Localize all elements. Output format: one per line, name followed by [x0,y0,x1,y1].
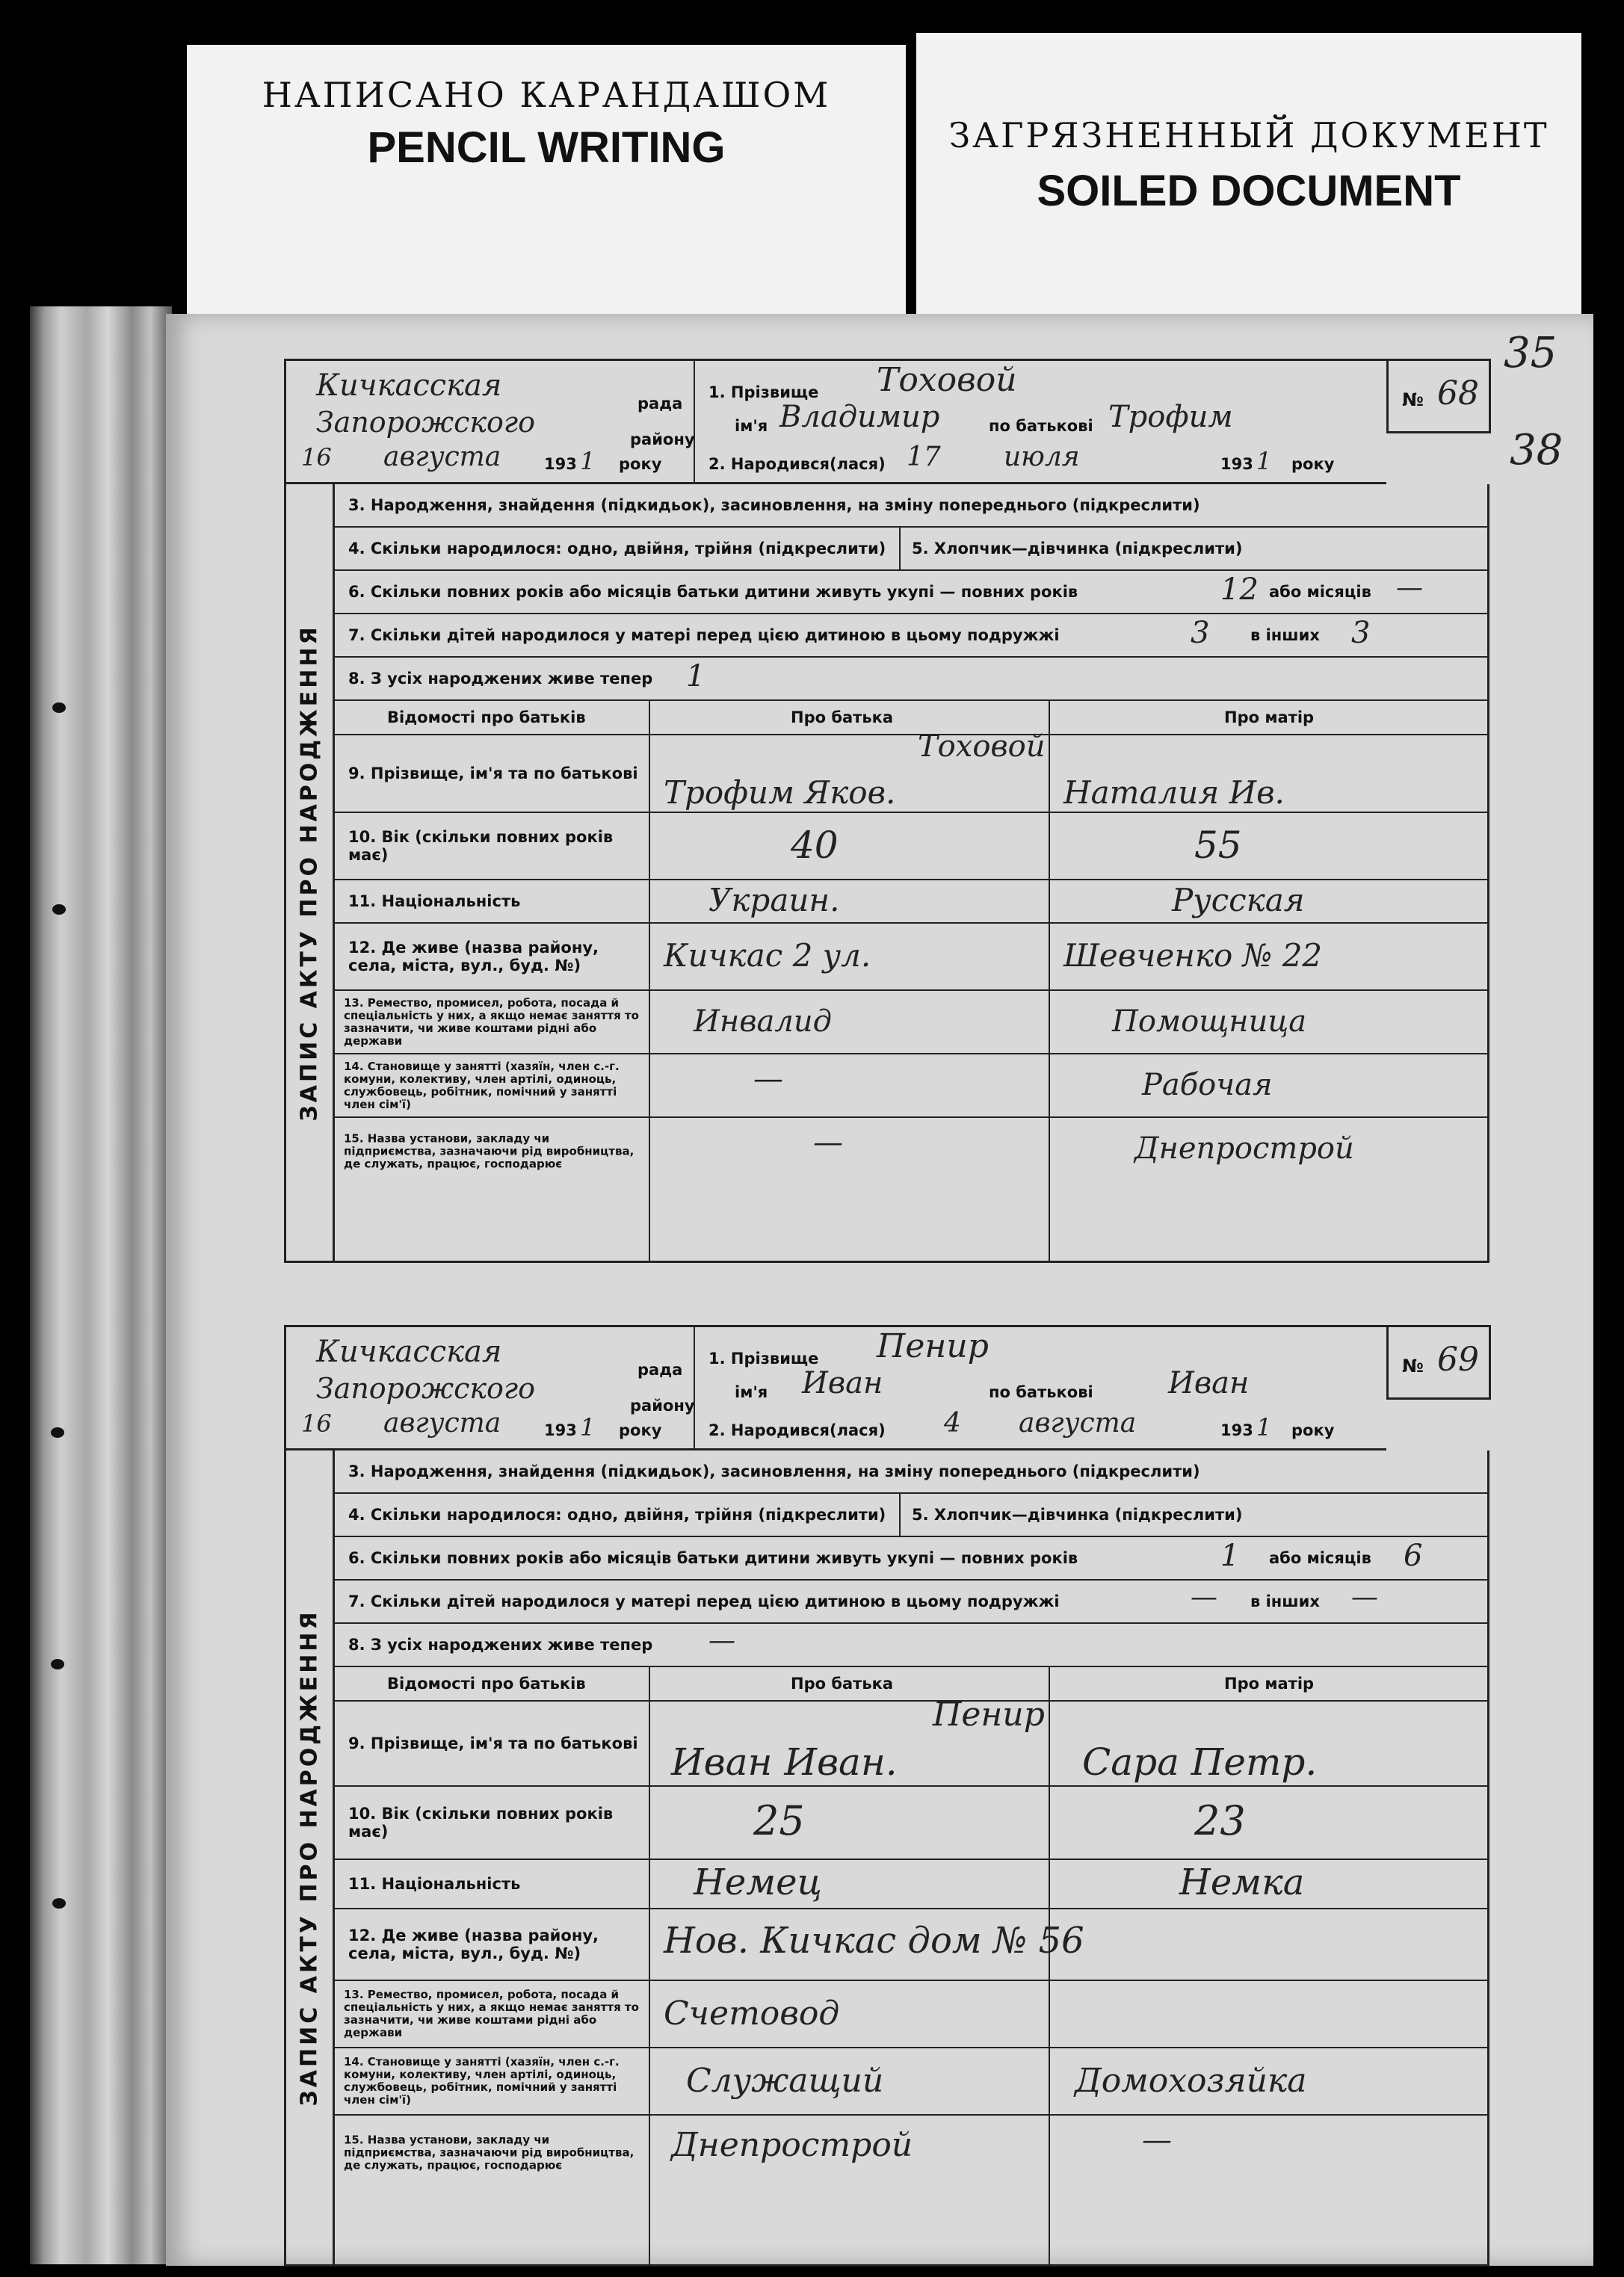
table-row-11 [335,1860,1489,1909]
table-row-12 [335,1909,1489,1981]
mother-age: 23 [1194,1797,1246,1844]
name-label: ім'я [735,417,768,435]
father-surname: Пенир [933,1696,1045,1734]
r10-label: 10. Вік (скільки повних років має) [348,828,614,864]
r13-label: 13. Ремество, промисел, робота, посада й спеціальність у них, а якщо немає заняття то зазначити, чи живе коштами рідні або держави [344,1988,639,2039]
table-row-9 [335,729,1489,813]
surname-label: 1. Прізвище [708,383,819,401]
reg-day: 16 [301,1409,332,1438]
record-body [335,1450,1489,2267]
record-number: 68 [1437,374,1479,413]
field-5-label: 5. Хлопчик—дівчинка (підкреслити) [912,1506,1243,1524]
table-row-12 [335,924,1489,991]
reg-month: августа [383,1408,501,1439]
roku-label: року [619,1421,662,1439]
surname-value: Пенир [877,1327,989,1365]
reg-month: августа [383,442,501,472]
rada-label: рада [637,395,683,413]
side-title-box [284,1450,335,2267]
number-label: № [1402,389,1424,410]
field-7b-label: в інших [1250,626,1320,644]
row-4-5 [335,528,1487,571]
row-divider [899,528,901,569]
row-6 [335,1537,1487,1581]
th-father: Про батька [791,1675,894,1693]
surname-value: Тоховой [877,361,1017,399]
roku-label: року [1291,455,1335,473]
table-row-15 [335,2116,1489,2190]
parents-table [335,701,1489,1263]
record-header [284,359,1386,484]
father-nationality: Украин. [708,882,840,918]
field-7-this: 3 [1191,616,1210,650]
th-mother: Про матір [1224,1675,1315,1693]
father-fio: Иван Иван. [671,1740,898,1784]
field-3-label: 3. Народження, знайдення (підкидьок), засиновлення, на зміну попереднього (підкреслити) [348,1462,1200,1480]
born-day: 17 [907,442,941,472]
father-address: Кичкас 2 ул. [664,937,871,974]
mother-fio: Наталия Ив. [1063,774,1285,811]
mother-address: Шевченко № 22 [1063,937,1323,974]
row-7 [335,614,1487,658]
table-row-10 [335,813,1489,880]
pencil-label-en: PENCIL WRITING [367,123,726,172]
father-surname: Тоховой [918,729,1046,764]
field-6-years: 12 [1220,572,1259,607]
parents-table [335,1667,1489,2267]
r12-label: 12. Де живе (назва району, села, міста, вул., буд. №) [348,939,599,974]
field-3-label: 3. Народження, знайдення (підкидьок), засиновлення, на зміну попереднього (підкреслити) [348,496,1200,514]
patronymic-label: по батькові [989,417,1093,435]
born-month: августа [1019,1408,1137,1439]
th-mother: Про матір [1224,708,1315,726]
book-spine [30,306,172,2264]
mother-position: Рабочая [1142,1068,1273,1102]
th-father: Про батька [791,708,894,726]
field-7-label: 7. Скільки дітей народилося у матері перед цією дитиною в цьому подружжі [348,626,1060,644]
field-8-alive: 1 [686,659,706,693]
birth-record-69 [284,1325,1608,2267]
father-age: 40 [791,824,839,867]
field-7-label: 7. Скільки дітей народилося у матері перед цією дитиною в цьому подружжі [348,1592,1060,1610]
field-6-years: 1 [1220,1539,1240,1573]
header-divider [694,361,695,482]
field-7b-label: в інших [1250,1592,1320,1610]
raion-label: району [630,430,695,448]
field-6-label: 6. Скільки повних років або місяців батьки дитини живуть укупі — повних років [348,583,1078,601]
field-8-label: 8. З усіх народжених живе тепер [348,670,653,688]
born-day: 4 [944,1408,961,1439]
father-occupation: Счетовод [664,1995,840,2033]
record-header [284,1325,1386,1450]
row-8 [335,658,1487,701]
rada-value: Кичкасская [316,368,502,403]
father-nationality: Немец [694,1862,822,1903]
binding-hole [52,904,66,915]
record-number-box [1386,1325,1491,1400]
field-4-label: 4. Скільки народилося: одно, двійня, трійня (підкреслити) [348,540,886,557]
reg-year: 1 [580,1413,596,1442]
row-3 [335,484,1487,528]
father-address: Нов. Кичкас дом № 56 [664,1920,1084,1962]
patronymic-value: Трофим [1108,400,1233,434]
r10-label: 10. Вік (скільки повних років має) [348,1805,614,1841]
row-8 [335,1624,1487,1667]
table-row-11 [335,880,1489,924]
r11-label: 11. Національність [348,892,521,910]
table-header-row [335,1667,1489,1702]
table-row-14 [335,1054,1489,1118]
father-age: 25 [753,1797,805,1844]
reg-year: 1 [580,447,596,475]
born-month: июля [1004,442,1080,472]
raion-value: Запорожского [316,1372,536,1405]
table-row-9 [335,1696,1489,1787]
table-row-13 [335,1981,1489,2048]
header-divider [694,1327,695,1448]
number-label: № [1402,1356,1424,1377]
father-position: — [753,1062,783,1096]
born-year: 1 [1256,447,1272,475]
patronymic-value: Иван [1168,1366,1250,1400]
table-header-row [335,701,1489,735]
reg-year-prefix: 193 [544,455,577,473]
field-6-label: 6. Скільки повних років або місяців батьки дитини живуть укупі — повних років [348,1549,1078,1567]
soiled-label-en: SOILED DOCUMENT [1037,167,1461,215]
born-label: 2. Народився(лася) [708,455,886,473]
roku-label: року [619,455,662,473]
soiled-document-label [916,33,1581,314]
row-4-5 [335,1494,1487,1537]
mother-age: 55 [1194,824,1242,867]
father-position: Служащий [686,2062,884,2100]
raion-value: Запорожского [316,406,536,439]
r15-label: 15. Назва установи, закладу чи підприємства, зазначаючи рід виробництва, де служать, працює, господарює [344,2133,635,2172]
field-6-months: 6 [1404,1539,1423,1573]
mother-occupation: Помощница [1112,1004,1307,1039]
table-row-14 [335,2048,1489,2116]
r9-label: 9. Прізвище, ім'я та по батькові [348,1734,638,1752]
born-year: 1 [1256,1413,1272,1442]
father-occupation: Инвалид [694,1004,832,1039]
field-7-other: — [1351,1582,1378,1613]
field-8-alive: — [708,1625,735,1656]
side-title-box [284,484,335,1263]
r14-label: 14. Становище у занятті (хазяїн, член с.-г. комуни, колективу, член артілі, одиноць, службовець, робітник, помічний у занятті член сім'ї) [344,2055,620,2107]
name-value: Иван [802,1366,883,1400]
row-divider [899,1494,901,1536]
father-institution: Днепрострой [671,2126,913,2164]
pencil-label-ru: НАПИСАНО КАРАНДАШОМ [262,75,831,115]
soiled-label-ru: ЗАГРЯЗНЕННЫЙ ДОКУМЕНТ [948,115,1549,155]
field-6-months: — [1396,572,1423,603]
name-value: Владимир [779,400,940,434]
record-sheet [166,314,1593,2266]
row-3 [335,1450,1487,1494]
th-info: Відомості про батьків [387,708,586,726]
row-6 [335,571,1487,614]
rada-label: рада [637,1361,683,1379]
table-row-15 [335,1118,1489,1185]
mother-nationality: Русская [1172,882,1305,918]
side-title: ЗАПИС АКТУ ПРО НАРОДЖЕННЯ [296,623,323,1122]
surname-label: 1. Прізвище [708,1350,819,1368]
binding-hole [51,1427,64,1438]
field-4-label: 4. Скільки народилося: одно, двійня, трійня (підкреслити) [348,1506,886,1524]
field-6b-label: або місяців [1269,583,1371,601]
record-body [335,484,1489,1263]
roku-label: року [1291,1421,1335,1439]
pencil-writing-label [187,45,906,314]
th-info: Відомості про батьків [387,1675,586,1693]
record-number: 69 [1437,1341,1479,1379]
r9-label: 9. Прізвище, ім'я та по батькові [348,764,638,782]
r15-label: 15. Назва установи, закладу чи підприємства, зазначаючи рід виробництва, де служать, працює, господарює [344,1131,635,1171]
field-6b-label: або місяців [1269,1549,1371,1567]
r14-label: 14. Становище у занятті (хазяїн, член с.-г. комуни, колективу, член артілі, одиноць, службовець, робітник, помічний у занятті член сім'ї) [344,1059,620,1111]
mother-nationality: Немка [1179,1862,1305,1903]
table-row-13 [335,991,1489,1054]
row-7 [335,1581,1487,1624]
father-fio: Трофим Яков. [664,774,896,811]
birth-record-68 [284,359,1608,1263]
r12-label: 12. Де живе (назва району, села, міста, вул., буд. №) [348,1927,599,1962]
binding-hole [52,702,66,713]
patronymic-label: по батькові [989,1383,1093,1401]
rada-value: Кичкасская [316,1335,502,1369]
mother-institution: Днепрострой [1134,1131,1354,1166]
reg-day: 16 [301,443,332,472]
name-label: ім'я [735,1383,768,1401]
field-8-label: 8. З усіх народжених живе тепер [348,1636,653,1654]
born-year-prefix: 193 [1220,1421,1253,1439]
mother-institution: — [1142,2123,1172,2157]
reg-year-prefix: 193 [544,1421,577,1439]
born-label: 2. Народився(лася) [708,1421,886,1439]
r13-label: 13. Ремество, промисел, робота, посада й спеціальність у них, а якщо немає заняття то зазначити, чи живе коштами рідні або держави [344,995,639,1048]
mother-position: Домохозяйка [1075,2062,1307,2100]
field-5-label: 5. Хлопчик—дівчинка (підкреслити) [912,540,1243,557]
r11-label: 11. Національність [348,1875,521,1893]
side-title: ЗАПИС АКТУ ПРО НАРОДЖЕННЯ [296,1608,323,2107]
mother-fio: Сара Петр. [1082,1740,1318,1784]
record-number-box [1386,359,1491,433]
born-year-prefix: 193 [1220,455,1253,473]
raion-label: району [630,1397,695,1415]
binding-hole [51,1659,64,1669]
table-row-10 [335,1787,1489,1860]
field-7-other: 3 [1351,616,1371,650]
record-number-extra: 38 [1510,426,1563,475]
father-institution: — [813,1125,843,1160]
binding-hole [52,1898,66,1909]
page-number: 35 [1504,329,1557,377]
field-7-this: — [1191,1582,1217,1613]
